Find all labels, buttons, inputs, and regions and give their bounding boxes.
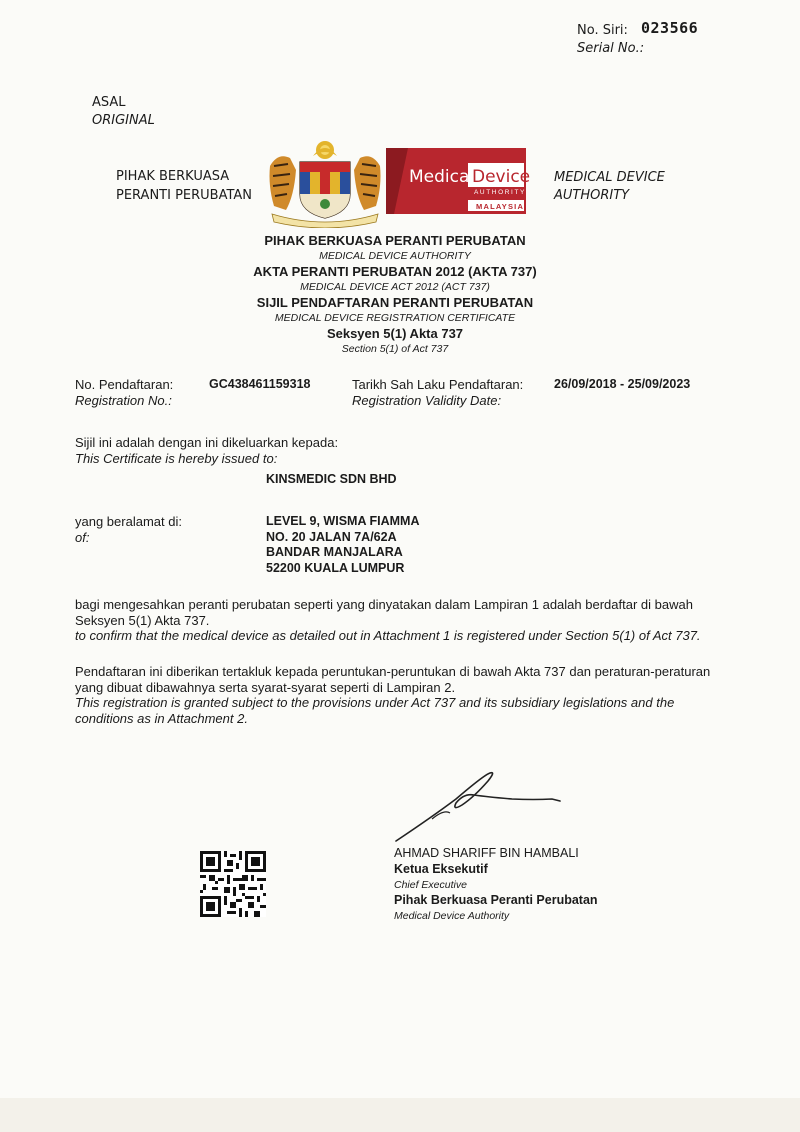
mda-logo-word2: Device xyxy=(472,167,531,187)
title-certificate: SIJIL PENDAFTARAN PERANTI PERUBATAN xyxy=(256,295,534,310)
confirm-ms-line2: Seksyen 5(1) Akta 737. xyxy=(75,612,210,628)
address-label-ms: yang beralamat di: xyxy=(75,514,182,529)
title-authority-en: MEDICAL DEVICE AUTHORITY xyxy=(319,250,471,262)
company-name: KINSMEDIC SDN BHD xyxy=(266,472,397,486)
validity-label-ms: Tarikh Sah Laku Pendaftaran: xyxy=(352,377,524,392)
validity-label-en: Registration Validity Date: xyxy=(352,392,502,408)
title-act-en: MEDICAL DEVICE ACT 2012 (ACT 737) xyxy=(300,281,490,293)
conditions-en-line1: This registration is granted subject to the provisions under Act 737 and its subsidiary legislations and the xyxy=(75,695,675,710)
title-authority: PIHAK BERKUASA PERANTI PERUBATAN xyxy=(264,233,526,248)
issued-label-ms: Sijil ini adalah dengan ini dikeluarkan kepada: xyxy=(75,435,339,450)
address-label xyxy=(75,514,182,545)
copy-label-en: ORIGINAL xyxy=(92,113,155,128)
copy-label: ASAL xyxy=(92,95,126,110)
header-right-line2: AUTHORITY xyxy=(554,188,630,203)
address-line: NO. 20 JALAN 7A/62A xyxy=(266,529,397,544)
address-line: LEVEL 9, WISMA FIAMMA xyxy=(266,514,420,528)
signatory-title: Ketua Eksekutif xyxy=(394,862,488,876)
mda-logo-word1: Medical xyxy=(409,167,475,187)
registration-no-label-ms: No. Pendaftaran: xyxy=(75,377,174,392)
mda-logo-country: MALAYSIA xyxy=(476,202,525,211)
header-right-line1: MEDICAL DEVICE xyxy=(554,170,665,185)
confirm-ms-line1: bagi mengesahkan peranti perubatan seperti yang dinyatakan dalam Lampiran 1 adalah berdaftar di bawah xyxy=(75,597,693,612)
address-line: BANDAR MANJALARA xyxy=(266,545,403,559)
address-label-en: of: xyxy=(75,529,90,545)
signatory-name: AHMAD SHARIFF BIN HAMBALI xyxy=(394,846,579,860)
validity-value: 26/09/2018 - 25/09/2023 xyxy=(554,377,691,391)
issued-label-en: This Certificate is hereby issued to: xyxy=(75,450,278,466)
mda-logo-authority: AUTHORITY xyxy=(474,189,526,196)
page-footer-band xyxy=(0,1098,800,1132)
conditions-paragraph xyxy=(75,664,725,726)
conditions-ms-line2: yang dibuat dibawahnya serta syarat-syarat seperti di Lampiran 2. xyxy=(75,679,456,695)
conditions-ms-line1: Pendaftaran ini diberikan tertakluk kepada peruntukan-peruntukan di bawah Akta 737 dan peraturan-peraturan xyxy=(75,664,711,679)
title-block xyxy=(150,233,640,357)
validity-label xyxy=(352,377,523,408)
mda-logo xyxy=(386,148,531,214)
signatory-org-en: Medical Device Authority xyxy=(394,910,510,922)
signatory-title-en: Chief Executive xyxy=(394,879,467,891)
conditions-en-line2: conditions as in Attachment 2. xyxy=(75,710,248,726)
signatory-org: Pihak Berkuasa Peranti Perubatan xyxy=(394,893,598,907)
address-block xyxy=(266,514,419,576)
confirm-paragraph xyxy=(75,597,725,644)
header-left-line1: PIHAK BERKUASA xyxy=(116,169,230,184)
qr-code xyxy=(200,851,266,917)
issued-label xyxy=(75,435,338,466)
title-certificate-en: MEDICAL DEVICE REGISTRATION CERTIFICATE xyxy=(274,312,516,324)
serial-number: 023566 xyxy=(641,19,699,37)
registration-no-value: GC438461159318 xyxy=(209,377,311,391)
title-act: AKTA PERANTI PERUBATAN 2012 (AKTA 737) xyxy=(253,264,537,279)
registration-no-label xyxy=(75,377,173,408)
malaysia-coat-of-arms xyxy=(264,136,386,228)
signature xyxy=(392,765,567,845)
registration-no-label-en: Registration No.: xyxy=(75,392,172,408)
title-section-en: Section 5(1) of Act 737 xyxy=(341,343,449,355)
title-section: Seksyen 5(1) Akta 737 xyxy=(326,326,464,341)
confirm-en-line1: to confirm that the medical device as detailed out in Attachment 1 is registered under Section 5(1) of Act 737. xyxy=(75,628,701,643)
serial-label: No. Siri: xyxy=(577,23,628,38)
address-line: 52200 KUALA LUMPUR xyxy=(266,560,405,575)
header-left-line2: PERANTI PERUBATAN xyxy=(116,188,253,203)
serial-label-en: Serial No.: xyxy=(577,41,645,56)
